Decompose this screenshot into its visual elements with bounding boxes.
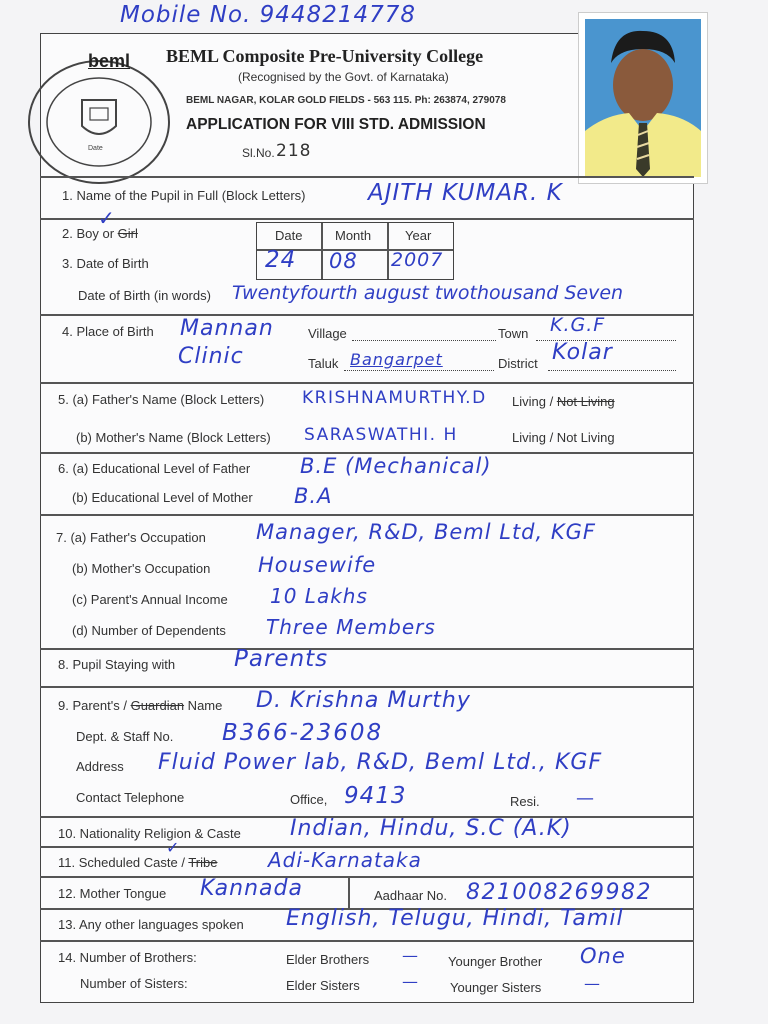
field-12-label: 12. Mother Tongue	[58, 886, 167, 901]
aadhaar-value: 821008269982	[466, 880, 652, 905]
parent-text: 9. Parent's /	[58, 698, 131, 713]
field-9-label	[58, 698, 222, 713]
girl-option-struck: Girl	[117, 226, 138, 241]
field-4-label: 4. Place of Birth	[62, 324, 154, 339]
field-10-label: 10. Nationality Religion & Caste	[58, 826, 241, 841]
dob-month-value: 08	[329, 249, 358, 273]
place-of-birth-line2: Clinic	[178, 344, 244, 369]
dob-grid	[256, 222, 454, 280]
mother-occupation-value: Housewife	[258, 553, 377, 577]
mobile-number-handwritten: Mobile No. 9448214778	[120, 2, 416, 28]
district-label: District	[498, 356, 538, 371]
place-of-birth-line1: Mannan	[180, 316, 274, 341]
mother-tongue-value: Kannada	[200, 876, 303, 901]
dob-date-label: Date	[275, 228, 303, 243]
not-living-struck: Not Living	[556, 394, 615, 409]
dependents-value: Three Members	[266, 615, 436, 639]
languages-value: English, Telugu, Hindi, Tamil	[286, 906, 624, 931]
field-11-label	[58, 855, 217, 870]
row-divider	[40, 648, 694, 650]
dob-year-label: Year	[405, 228, 432, 243]
field-14-label: 14. Number of Brothers:	[58, 950, 197, 965]
mother-living-status: Living / Not Living	[512, 430, 615, 445]
resi-label: Resi.	[510, 794, 540, 809]
field-6a-label: 6. (a) Educational Level of Father	[58, 461, 251, 476]
seal-logo-text: beml	[88, 51, 131, 71]
aadhaar-label: Aadhaar No.	[374, 888, 447, 903]
dob-divider	[321, 223, 323, 279]
scheduled-caste-value: Adi-Karnataka	[268, 848, 422, 872]
district-blank	[548, 370, 676, 371]
row-divider	[40, 176, 694, 178]
village-blank	[352, 340, 496, 341]
college-seal	[26, 58, 172, 186]
address-label: Address	[76, 759, 124, 774]
father-name-value: KRISHNAMURTHY.D	[302, 388, 487, 408]
sl-no-label: Sl.No.	[242, 146, 275, 160]
field-8-label: 8. Pupil Staying with	[58, 657, 176, 672]
father-occupation-value: Manager, R&D, Beml Ltd, KGF	[256, 520, 596, 544]
living-text: Living /	[512, 394, 557, 409]
field-3-label: 3. Date of Birth	[62, 256, 149, 271]
dob-words-label: Date of Birth (in words)	[78, 288, 211, 303]
father-living-status	[512, 394, 615, 409]
taluk-value: Bangarpet	[350, 350, 443, 369]
elder-sisters-label: Elder Sisters	[286, 978, 360, 993]
elder-brothers-value: —	[402, 946, 419, 965]
town-label: Town	[498, 326, 529, 341]
taluk-label: Taluk	[308, 356, 339, 371]
office-phone-value: 9413	[344, 783, 407, 809]
sisters-label: Number of Sisters:	[80, 976, 188, 991]
field-1-value: AJITH KUMAR. K	[368, 180, 563, 206]
younger-sisters-value: —	[584, 974, 601, 993]
dob-divider	[387, 223, 389, 279]
parent-name-value: D. Krishna Murthy	[256, 688, 471, 713]
row-divider	[40, 940, 694, 942]
taluk-blank	[344, 370, 494, 371]
form-title: APPLICATION FOR VIII STD. ADMISSION	[186, 116, 486, 133]
recognition-text: (Recognised by the Govt. of Karnataka)	[238, 70, 449, 84]
student-photo	[578, 12, 708, 184]
telephone-label: Contact Telephone	[76, 790, 185, 805]
college-name: BEML Composite Pre-University College	[166, 46, 484, 66]
resi-phone-value: —	[576, 788, 595, 809]
staff-no-label: Dept. & Staff No.	[76, 729, 174, 744]
field-1-label: 1. Name of the Pupil in Full (Block Letters)	[62, 188, 306, 203]
row-divider	[40, 514, 694, 516]
tick-mark: ✓	[98, 206, 116, 230]
column-divider	[348, 876, 350, 908]
sl-no-value: 218	[276, 141, 312, 161]
staying-with-value: Parents	[234, 646, 329, 672]
district-value: Kolar	[552, 340, 613, 365]
row-divider	[40, 876, 694, 878]
field-6b-label: (b) Educational Level of Mother	[72, 490, 253, 505]
field-7b-label: (b) Mother's Occupation	[72, 561, 211, 576]
tribe-struck: Tribe	[188, 855, 218, 870]
staff-no-value: B366-23608	[222, 720, 384, 746]
younger-brother-value: One	[580, 944, 626, 968]
nationality-value: Indian, Hindu, S.C (A.K)	[290, 816, 572, 841]
annual-income-value: 10 Lakhs	[270, 584, 368, 608]
boy-option: 2. Boy	[62, 226, 99, 241]
mother-name-value: SARASWATHI. H	[304, 425, 458, 445]
address-value: Fluid Power lab, R&D, Beml Ltd., KGF	[158, 750, 603, 775]
guardian-struck: Guardian	[130, 698, 185, 713]
field-7a-label: 7. (a) Father's Occupation	[56, 530, 206, 545]
mother-education-value: B.A	[294, 484, 333, 508]
caste-text: 11. Scheduled Caste /	[58, 855, 189, 870]
svg-text:Date: Date	[88, 145, 103, 152]
name-text: Name	[184, 698, 223, 713]
dob-date-value: 24	[265, 247, 297, 273]
college-address: BEML NAGAR, KOLAR GOLD FIELDS - 563 115. Ph: 263874, 279078	[186, 95, 506, 106]
row-divider	[40, 382, 694, 384]
elder-brothers-label: Elder Brothers	[286, 952, 370, 967]
row-divider	[40, 218, 694, 220]
younger-sisters-label: Younger Sisters	[450, 980, 542, 995]
dob-month-label: Month	[335, 228, 372, 243]
field-5b-label: (b) Mother's Name (Block Letters)	[76, 430, 271, 445]
town-value: K.G.F	[550, 314, 606, 336]
field-5a-label: 5. (a) Father's Name (Block Letters)	[58, 392, 265, 407]
field-7c-label: (c) Parent's Annual Income	[72, 592, 228, 607]
field-13-label: 13. Any other languages spoken	[58, 917, 244, 932]
village-label: Village	[308, 326, 347, 341]
or-text: or	[98, 226, 118, 241]
father-education-value: B.E (Mechanical)	[300, 454, 492, 478]
office-label: Office,	[290, 792, 328, 807]
elder-sisters-value: —	[402, 972, 419, 991]
dob-year-value: 2007	[391, 249, 444, 271]
field-7d-label: (d) Number of Dependents	[72, 623, 226, 638]
younger-brother-label: Younger Brother	[448, 954, 543, 969]
caste-tick: ✓	[166, 838, 181, 857]
dob-words-value: Twentyfourth august twothousand Seven	[232, 282, 624, 304]
